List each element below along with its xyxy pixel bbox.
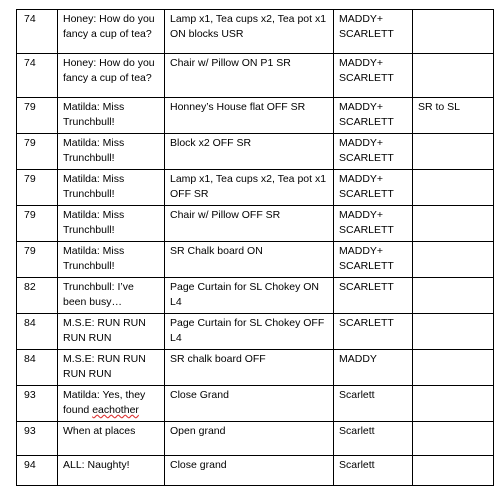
cue-cell-text: Matilda: Yes, they found: [63, 389, 146, 416]
table-row: [17, 386, 494, 422]
crew-cell-text: SCARLETT: [339, 281, 394, 293]
action-cell-text: SR chalk board OFF: [170, 353, 266, 365]
crew-cell: [334, 98, 413, 134]
action-cell: [165, 98, 334, 134]
action-cell: [165, 422, 334, 456]
crew-cell-text: MADDY+ SCARLETT: [339, 101, 394, 128]
action-cell: [165, 350, 334, 386]
page-cell: [17, 206, 58, 242]
action-cell: [165, 456, 334, 486]
note-cell: [413, 10, 494, 54]
action-cell-text: SR Chalk board ON: [170, 245, 263, 257]
table-row: [17, 350, 494, 386]
note-cell: [413, 170, 494, 206]
action-cell-text: Page Curtain for SL Chokey OFF L4: [170, 317, 325, 344]
cue-cell: [58, 206, 165, 242]
crew-cell-text: MADDY+ SCARLETT: [339, 173, 394, 200]
page-cell-text: 79: [24, 173, 36, 185]
action-cell-text: Lamp x1, Tea cups x2, Tea pot x1 OFF SR: [170, 173, 327, 200]
crew-cell-text: Scarlett: [339, 389, 375, 401]
crew-cell: [334, 10, 413, 54]
note-cell: [413, 350, 494, 386]
cue-sheet-body: [17, 10, 494, 486]
cue-cell: [58, 422, 165, 456]
table-row: [17, 98, 494, 134]
table-row: [17, 242, 494, 278]
cue-cell: [58, 54, 165, 98]
table-row: [17, 278, 494, 314]
crew-cell: [334, 206, 413, 242]
crew-cell: [334, 314, 413, 350]
page-cell-text: 94: [24, 459, 36, 471]
action-cell: [165, 54, 334, 98]
cue-cell: [58, 350, 165, 386]
action-cell-text: Open grand: [170, 425, 226, 437]
page-cell: [17, 134, 58, 170]
action-cell: [165, 278, 334, 314]
crew-cell: [334, 170, 413, 206]
cue-cell: [58, 170, 165, 206]
misspelled-word: eachother: [92, 404, 139, 416]
note-cell: [413, 206, 494, 242]
page-cell: [17, 54, 58, 98]
note-cell: [413, 54, 494, 98]
cue-cell-text: Honey: How do you fancy a cup of tea?: [63, 57, 155, 84]
cue-cell-text: When at places: [63, 425, 136, 437]
page-cell: [17, 314, 58, 350]
note-cell: [413, 422, 494, 456]
page-cell: [17, 422, 58, 456]
cue-cell-text: M.S.E: RUN RUN RUN RUN: [63, 317, 146, 344]
action-cell: [165, 314, 334, 350]
cue-cell-text: M.S.E: RUN RUN RUN RUN: [63, 353, 146, 380]
note-cell: [413, 456, 494, 486]
cue-cell-text: ALL: Naughty!: [63, 459, 130, 471]
page-cell-text: 74: [24, 13, 36, 25]
page-cell-text: 79: [24, 245, 36, 257]
page-cell-text: 74: [24, 57, 36, 69]
page-cell: [17, 170, 58, 206]
table-row: [17, 314, 494, 350]
table-row: [17, 456, 494, 486]
cue-cell: [58, 134, 165, 170]
cue-cell: [58, 98, 165, 134]
crew-cell: [334, 350, 413, 386]
action-cell-text: Chair w/ Pillow OFF SR: [170, 209, 281, 221]
table-row: [17, 170, 494, 206]
cue-cell-text: Matilda: Miss Trunchbull!: [63, 245, 125, 272]
cue-cell-text: Matilda: Miss Trunchbull!: [63, 173, 125, 200]
action-cell: [165, 206, 334, 242]
page-cell-text: 82: [24, 281, 36, 293]
crew-cell-text: MADDY+ SCARLETT: [339, 245, 394, 272]
cue-cell-text: Matilda: Miss Trunchbull!: [63, 209, 125, 236]
page-cell: [17, 386, 58, 422]
crew-cell-text: Scarlett: [339, 425, 375, 437]
page-cell-text: 84: [24, 353, 36, 365]
page-cell-text: 84: [24, 317, 36, 329]
crew-cell: [334, 422, 413, 456]
crew-cell-text: MADDY+ SCARLETT: [339, 57, 394, 84]
cue-cell: [58, 456, 165, 486]
page-cell: [17, 278, 58, 314]
table-row: [17, 10, 494, 54]
crew-cell: [334, 134, 413, 170]
crew-cell-text: SCARLETT: [339, 317, 394, 329]
page-cell-text: 79: [24, 137, 36, 149]
page-cell: [17, 242, 58, 278]
page-cell: [17, 456, 58, 486]
crew-cell-text: Scarlett: [339, 459, 375, 471]
action-cell: [165, 170, 334, 206]
crew-cell: [334, 456, 413, 486]
cue-cell-text: Matilda: Miss Trunchbull!: [63, 137, 125, 164]
note-cell: [413, 134, 494, 170]
crew-cell-text: MADDY: [339, 353, 377, 365]
crew-cell-text: MADDY+ SCARLETT: [339, 209, 394, 236]
crew-cell: [334, 386, 413, 422]
page-cell: [17, 98, 58, 134]
cue-cell: [58, 278, 165, 314]
action-cell: [165, 134, 334, 170]
page-cell-text: 79: [24, 101, 36, 113]
note-cell: [413, 386, 494, 422]
action-cell: [165, 386, 334, 422]
page-cell: [17, 350, 58, 386]
table-row: [17, 134, 494, 170]
page-cell: [17, 10, 58, 54]
action-cell-text: Block x2 OFF SR: [170, 137, 252, 149]
table-row: [17, 54, 494, 98]
note-cell: [413, 98, 494, 134]
cue-cell-text: Honey: How do you fancy a cup of tea?: [63, 13, 155, 40]
crew-cell-text: MADDY+ SCARLETT: [339, 137, 394, 164]
note-cell-text: SR to SL: [418, 101, 461, 113]
action-cell: [165, 10, 334, 54]
cue-sheet-table: [16, 9, 494, 486]
table-row: [17, 206, 494, 242]
crew-cell: [334, 278, 413, 314]
action-cell-text: Page Curtain for SL Chokey ON L4: [170, 281, 320, 308]
action-cell-text: Lamp x1, Tea cups x2, Tea pot x1 ON blocks USR: [170, 13, 327, 40]
cue-cell-text: Matilda: Miss Trunchbull!: [63, 101, 125, 128]
table-row: [17, 422, 494, 456]
action-cell-text: Close grand: [170, 459, 227, 471]
action-cell: [165, 242, 334, 278]
crew-cell: [334, 242, 413, 278]
page-cell-text: 79: [24, 209, 36, 221]
cue-cell: [58, 10, 165, 54]
cue-cell: [58, 386, 165, 422]
note-cell: [413, 278, 494, 314]
page-cell-text: 93: [24, 389, 36, 401]
cue-cell: [58, 314, 165, 350]
action-cell-text: Close Grand: [170, 389, 229, 401]
page-cell-text: 93: [24, 425, 36, 437]
crew-cell: [334, 54, 413, 98]
crew-cell-text: MADDY+ SCARLETT: [339, 13, 394, 40]
note-cell: [413, 314, 494, 350]
cue-cell-text: Trunchbull: I’ve been busy…: [63, 281, 134, 308]
note-cell: [413, 242, 494, 278]
action-cell-text: Honney’s House flat OFF SR: [170, 101, 306, 113]
action-cell-text: Chair w/ Pillow ON P1 SR: [170, 57, 291, 69]
cue-cell: [58, 242, 165, 278]
